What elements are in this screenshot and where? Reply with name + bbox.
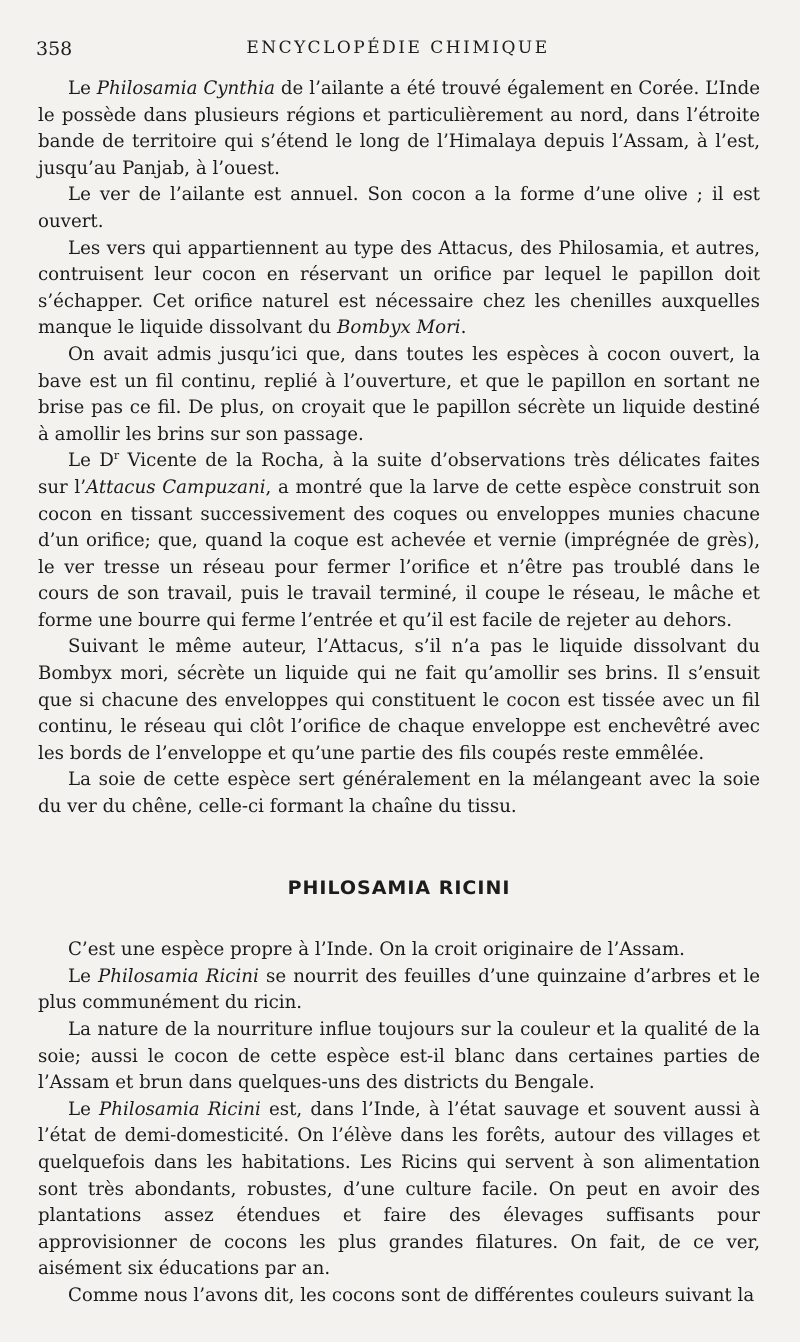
paragraph: Le Philosamia Ricini se nourrit des feuilles d’une quinzaine d’arbres et le plus communément du ricin.: [38, 965, 760, 1014]
page-header: [36, 38, 760, 66]
paragraph: Le $D^r$ Vicente de la Rocha, à la suite d’observations très délicates faites sur l’Attacus Campuzani, a montré que la larve de cette espèce construit son cocon en tissant successivement des coques ou enveloppes munies chacune d’un orifice; que, quand la coque est achevée et vernie (imprégnée de grès), le ver tresse un réseau pour fermer l’orifice et n’être pas troublé dans le cours de son travail, puis le travail terminé, il coupe le réseau, le mâche et forme une bourre qui ferme l’entrée et qu’il est facile de rejeter au dehors.: [38, 449, 761, 631]
page-number: 358: [36, 38, 73, 60]
paragraph: Suivant le même auteur, l’Attacus, s’il n’a pas le liquide dissolvant du Bombyx mori, sécrète un liquide qui ne fait qu’amollir ses brins. Il s’ensuit que si chacune des enveloppes qui constituent le cocon est tissée avec un fil continu, le réseau qui clôt l’orifice de chaque enveloppe est enchevêtré avec les bords de l’enveloppe et qu’une partie des fils coupés reste emmêlée.: [38, 636, 760, 764]
paragraph: Les vers qui appartiennent au type des Attacus, des Philosamia, et autres, contruisent leur cocon en réservant un orifice par lequel le papillon doit s’échapper. Cet orifice naturel est nécessaire chez les chenilles auxquelles manque le liquide dissolvant du Bombyx Mori.: [38, 237, 760, 339]
running-title: ENCYCLOPÉDIE CHIMIQUE: [246, 38, 550, 58]
paragraph: C’est une espèce propre à l’Inde. On la croit originaire de l’Assam.: [68, 939, 685, 961]
paragraph: Le Philosamia Ricini est, dans l’Inde, à l’état sauvage et souvent aussi à l’état de demi-domesticité. On l’élève dans les forêts, autour des villages et quelquefois dans les habitations. Les Ricins qui servent à son alimentation sont très abondants, robustes, d’une culture facile. On peut en avoir des plantations assez étendues et faire des élevages suffisants pour approvisionner de cocons les plus grandes filatures. On fait, de ce ver, aisément six éducations par an.: [38, 1098, 760, 1280]
paragraph: Le ver de l’ailante est annuel. Son cocon a la forme d’une olive ; il est ouvert.: [38, 184, 760, 232]
section-heading: PHILOSAMIA RICINI: [287, 876, 511, 899]
paragraph: La nature de la nourriture influe toujours sur la couleur et la qualité de la soie; aussi le cocon de cette espèce est-il blanc dans certaines parties de l’Assam et brun dans quelques-uns des districts du Bengale.: [38, 1019, 760, 1094]
body-text: [38, 76, 760, 1310]
paragraph: Le Philosamia Cynthia de l’ailante a été trouvé également en Corée. L’Inde le possède dans plusieurs régions et particulièrement au nord, dans l’étroite bande de territoire qui s’étend le long de l’Himalaya depuis l’Assam, à l’est, jusqu’au Panjab, à l’ouest.: [38, 78, 760, 179]
paragraph: Comme nous l’avons dit, les cocons sont de différentes couleurs suivant la: [68, 1284, 755, 1306]
paragraph: La soie de cette espèce sert généralement en la mélangeant avec la soie du ver du chêne, celle-ci formant la chaîne du tissu.: [38, 769, 760, 818]
paragraph: On avait admis jusqu’ici que, dans toutes les espèces à cocon ouvert, la bave est un fil continu, replié à l’ouverture, et que le papillon en sortant ne brise pas ce fil. De plus, on croyait que le papillon sécrète un liquide destiné à amollir les brins sur son passage.: [38, 343, 760, 445]
